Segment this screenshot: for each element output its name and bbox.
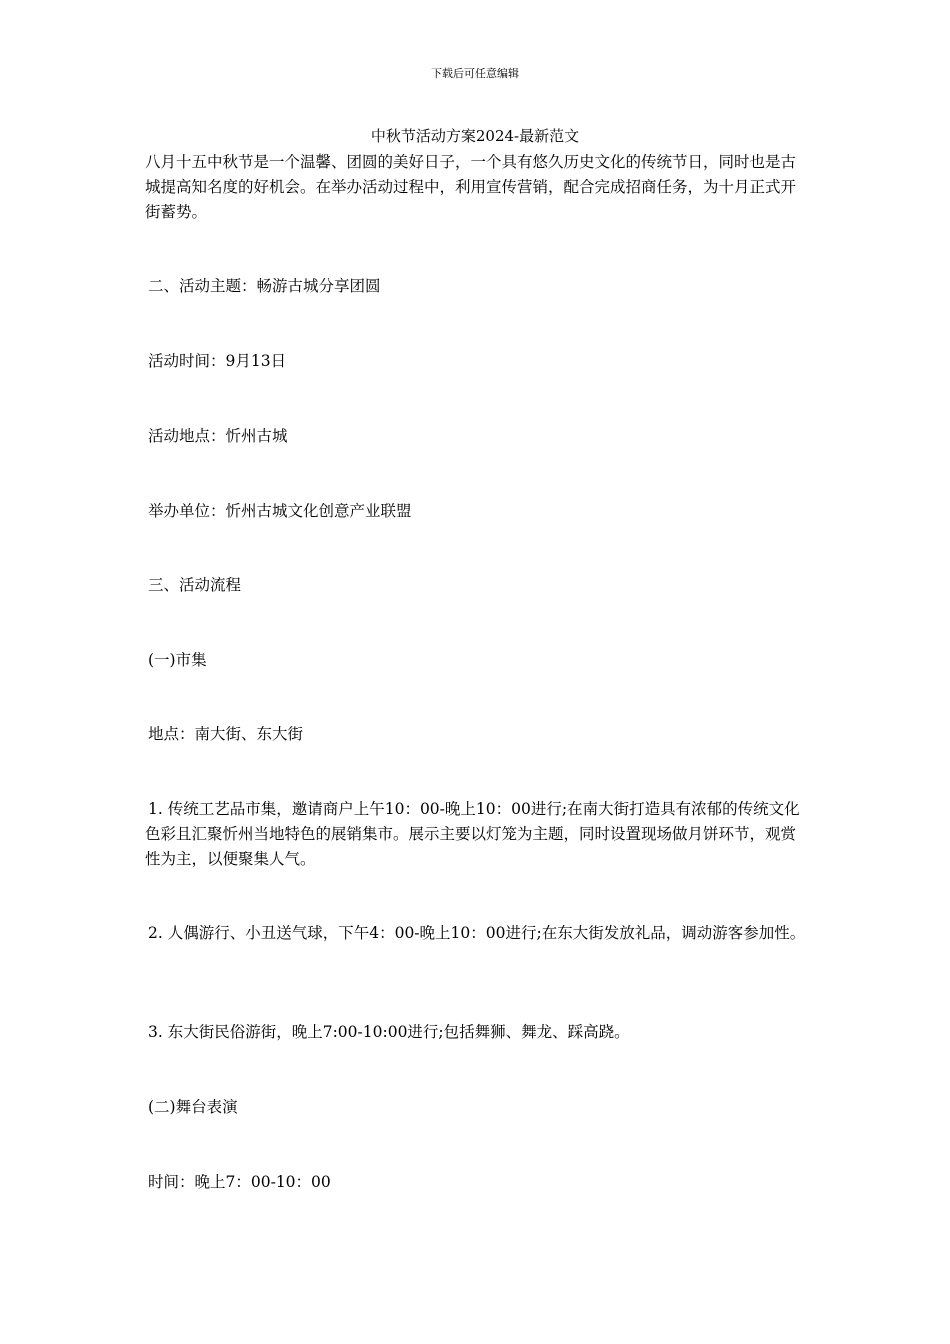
place-line: 活动地点：忻州古城: [148, 427, 288, 445]
organizer-line: 举办单位：忻州古城文化创意产业联盟: [148, 502, 412, 520]
header-note: 下载后可任意编辑: [431, 67, 519, 80]
list-item-2: 2. 人偶游行、小丑送气球，下午4：00-晚上10：00进行;在东大街发放礼品，调动游客参加性。: [148, 924, 806, 942]
list-item-1: 1. 传统工艺品市集，邀请商户上午10：00-晚上10：00进行;在南大街打造具有浓郁的传统文化色彩且汇聚忻州当地特色的展销集市。展示主要以灯笼为主题，同时设置现场做月饼环节，观赏性为主，以便聚集人气。: [145, 800, 800, 868]
intro-paragraph: 八月十五中秋节是一个温馨、团圆的美好日子，一个具有悠久历史文化的传统节日，同时也是古城提高知名度的好机会。在举办活动过程中，利用宣传营销，配合完成招商任务，为十月正式开街蓄势。: [145, 153, 797, 221]
stage-heading: (二)舞台表演: [148, 1098, 238, 1116]
time-line: 活动时间：9月13日: [148, 352, 287, 370]
process-heading: 三、活动流程: [148, 576, 242, 594]
market-place-line: 地点：南大街、东大街: [148, 725, 304, 743]
theme-line: 二、活动主题：畅游古城分享团圆: [148, 277, 381, 295]
market-heading: (一)市集: [148, 651, 207, 669]
list-item-3: 3. 东大街民俗游街，晚上7:00-10:00进行;包括舞狮、舞龙、踩高跷。: [148, 1023, 630, 1041]
page-title: 中秋节活动方案2024-最新范文: [370, 127, 580, 145]
stage-time-line: 时间：晚上7：00-10：00: [148, 1173, 331, 1191]
